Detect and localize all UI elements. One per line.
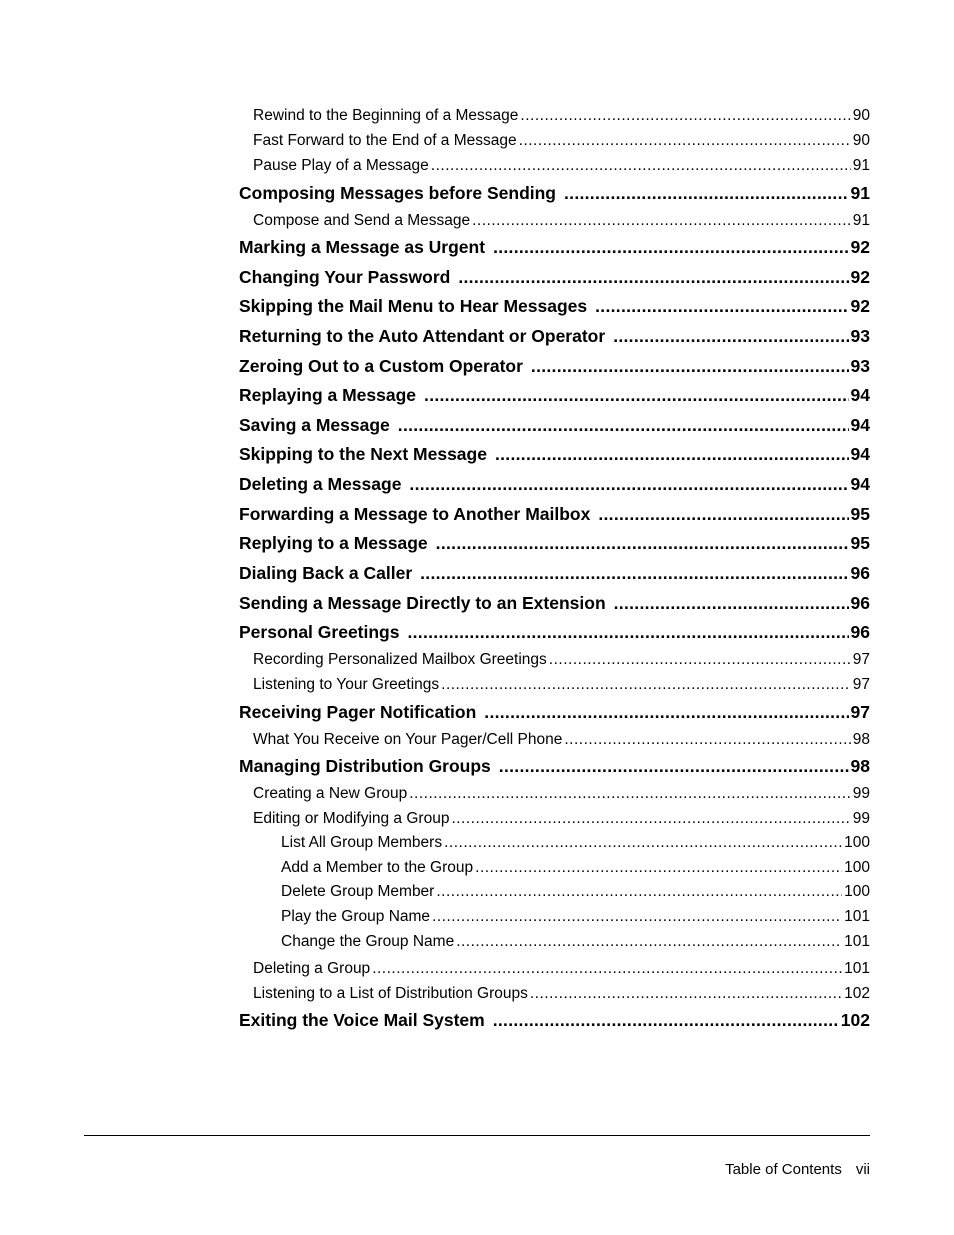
dot-leader [475,859,842,877]
toc-entry-page: 102 [840,1010,870,1030]
footer-page-number: vii [855,1161,870,1178]
toc-entry-title: Dialing Back a Caller [239,563,413,583]
toc-entry-page: 102 [844,985,870,1002]
toc-entry-title: Add a Member to the Group [281,859,474,876]
toc-entry-title: Changing Your Password [239,267,451,287]
toc-entry-title: Composing Messages before Sending [239,183,556,203]
toc-entry-title: Change the Group Name [281,933,455,950]
toc-entry-level-2[interactable] [253,676,870,694]
toc-entry-level-3[interactable] [281,933,870,951]
toc-entry-page: 99 [852,810,870,827]
toc-entry-page: 90 [852,107,870,124]
dot-leader [436,533,849,554]
toc-entry-title: Forwarding a Message to Another Mailbox [239,504,591,524]
toc-entry-title: Saving a Message [239,415,390,435]
toc-entry-page: 95 [850,533,870,553]
toc-entry-page: 91 [852,157,870,174]
toc-entry-level-2[interactable] [253,107,870,125]
toc-entry-level-2[interactable] [253,651,870,669]
toc-entry-title: Editing or Modifying a Group [253,810,450,827]
toc-entry-page: 94 [850,385,870,405]
toc-entry-page: 97 [852,676,870,693]
toc-entry-page: 92 [850,237,870,257]
toc-entry-title: Pause Play of a Message [253,157,429,174]
toc-entry-title: Replying to a Message [239,533,428,553]
toc-entry-title: Creating a New Group [253,785,408,802]
toc-entry-page: 91 [852,212,870,229]
dot-leader [431,157,851,175]
dot-leader [564,731,850,749]
dot-leader [493,1010,839,1031]
toc-entry-title: Marking a Message as Urgent [239,237,486,257]
toc-entry-page: 99 [852,785,870,802]
page-footer [725,1161,870,1178]
toc-entry-page: 93 [850,326,870,346]
toc-entry-page: 97 [852,651,870,668]
toc-entry-title: Zeroing Out to a Custom Operator [239,356,523,376]
toc-entry-title: Receiving Pager Notification [239,702,477,722]
toc-entry-level-3[interactable] [281,883,870,901]
dot-leader [531,356,849,377]
toc-entry-level-2[interactable] [253,132,870,150]
footer-label: Table of Contents [725,1161,842,1178]
dot-leader [595,296,848,317]
dot-leader [451,810,850,828]
toc-entry-page: 98 [852,731,870,748]
dot-leader [564,183,849,204]
toc-entry-page: 94 [850,444,870,464]
toc-entry-level-1[interactable] [239,444,870,465]
dot-leader [493,237,848,258]
toc-entry-level-1[interactable] [239,533,870,554]
toc-entry-level-1[interactable] [239,415,870,436]
toc-entry-level-1[interactable] [239,504,870,525]
dot-leader [614,593,849,614]
toc-entry-level-1[interactable] [239,237,870,258]
dot-leader [530,985,842,1003]
toc-entry-title: Skipping the Mail Menu to Hear Messages [239,296,588,316]
toc-entry-level-3[interactable] [281,834,870,852]
toc-entry-page: 93 [850,356,870,376]
toc-entry-title: Skipping to the Next Message [239,444,487,464]
toc-entry-title: Rewind to the Beginning of a Message [253,107,519,124]
toc-entry-level-1[interactable] [239,1010,870,1031]
toc-entry-level-3[interactable] [281,859,870,877]
dot-leader [409,785,851,803]
toc-entry-page: 91 [850,183,870,203]
dot-leader [519,132,851,150]
toc-entry-level-1[interactable] [239,326,870,347]
toc-entry-title: Sending a Message Directly to an Extension [239,593,606,613]
dot-leader [436,883,842,901]
toc-entry-level-1[interactable] [239,296,870,317]
toc-entry-page: 100 [844,834,870,851]
dot-leader [372,960,842,978]
toc-entry-title: Returning to the Auto Attendant or Operator [239,326,606,346]
toc-entry-page: 98 [850,756,870,776]
dot-leader [520,107,850,125]
toc-entry-level-1[interactable] [239,563,870,584]
toc-entry-level-1[interactable] [239,474,870,495]
dot-leader [456,933,842,951]
dot-leader [613,326,848,347]
toc-entry-page: 94 [850,415,870,435]
toc-entry-level-2[interactable] [253,212,870,230]
toc-entry-page: 101 [844,908,870,925]
toc-entry-page: 101 [844,960,870,977]
toc-entry-title: List All Group Members [281,834,443,851]
toc-entry-title: Listening to a List of Distribution Groups [253,985,528,1002]
dot-leader [409,474,848,495]
toc-entry-level-1[interactable] [239,702,870,723]
dot-leader [499,756,849,777]
dot-leader [495,444,849,465]
toc-entry-level-1[interactable] [239,267,870,288]
toc-entry-title: Compose and Send a Message [253,212,471,229]
toc-entry-page: 92 [850,296,870,316]
dot-leader [398,415,849,436]
toc-entry-level-2[interactable] [253,810,870,828]
toc-entry-title: Replaying a Message [239,385,417,405]
toc-entry-level-2[interactable] [253,785,870,803]
toc-entry-level-2[interactable] [253,157,870,175]
toc-entry-title: Recording Personalized Mailbox Greetings [253,651,547,668]
dot-leader [424,385,849,406]
toc-entry-title: What You Receive on Your Pager/Cell Phone [253,731,563,748]
dot-leader [420,563,848,584]
toc-entry-level-1[interactable] [239,385,870,406]
toc-entry-title: Deleting a Message [239,474,402,494]
dot-leader [444,834,842,852]
dot-leader [407,622,848,643]
toc-entry-page: 92 [850,267,870,287]
dot-leader [432,908,842,926]
toc-entry-level-1[interactable] [239,593,870,614]
toc-entry-level-2[interactable] [253,960,870,978]
toc-entry-page: 96 [850,593,870,613]
toc-entry-page: 96 [850,622,870,642]
toc-entry-title: Play the Group Name [281,908,431,925]
toc-entry-page: 96 [850,563,870,583]
toc-entry-level-1[interactable] [239,622,870,643]
footer-divider [84,1135,870,1136]
dot-leader [472,212,851,230]
toc-entry-page: 94 [850,474,870,494]
toc-entry-level-2[interactable] [253,731,870,749]
toc-entry-page: 95 [850,504,870,524]
toc-entry-title: Listening to Your Greetings [253,676,440,693]
toc-entry-title: Personal Greetings [239,622,400,642]
toc-entry-title: Deleting a Group [253,960,371,977]
toc-entry-title: Managing Distribution Groups [239,756,491,776]
toc-entry-page: 97 [850,702,870,722]
dot-leader [549,651,851,669]
dot-leader [598,504,848,525]
toc-entry-level-1[interactable] [239,356,870,377]
toc-entry-page: 100 [844,859,870,876]
toc-entry-level-2[interactable] [253,985,870,1003]
dot-leader [441,676,851,694]
toc-entry-page: 90 [852,132,870,149]
toc-entry-level-1[interactable] [239,183,870,204]
dot-leader [458,267,848,288]
toc-entry-page: 101 [844,933,870,950]
toc-entry-title: Exiting the Voice Mail System [239,1010,485,1030]
toc-entry-title: Delete Group Member [281,883,435,900]
toc-entry-level-1[interactable] [239,756,870,777]
toc-entry-page: 100 [844,883,870,900]
toc-entry-title: Fast Forward to the End of a Message [253,132,517,149]
toc-entry-level-3[interactable] [281,908,870,926]
dot-leader [484,702,848,723]
